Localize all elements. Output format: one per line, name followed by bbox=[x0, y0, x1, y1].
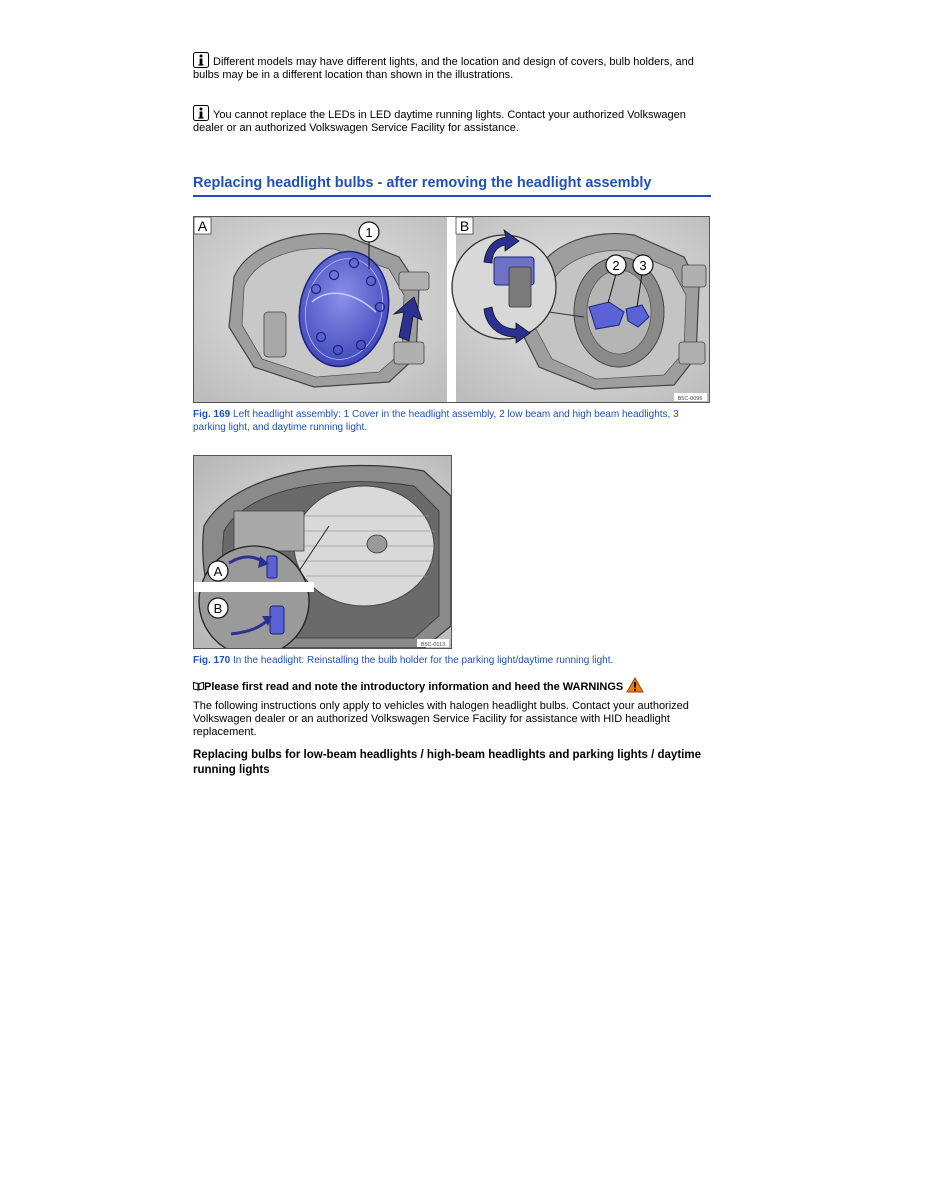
subheading: Replacing bulbs for low-beam headlights / high-beam headlights and parking lights / daytime running lights bbox=[193, 749, 701, 776]
panel-b-label: B bbox=[459, 218, 470, 234]
figure-169-caption-label: Fig. 169 bbox=[193, 409, 231, 420]
info-icon bbox=[193, 105, 209, 121]
warning-icon[interactable] bbox=[626, 677, 644, 693]
body-paragraph: The following instructions only apply to vehicles with halogen headlight bulbs. Contact your authorized Volkswagen dealer or an authorized Volkswagen Service Facility for assistance with HID headlight replacement. bbox=[193, 700, 689, 738]
info-icon bbox=[193, 52, 209, 68]
figure-169-caption bbox=[193, 409, 708, 434]
figure-169 bbox=[193, 216, 710, 403]
figure-170-caption-text: In the headlight: Reinstalling the bulb holder for the parking light/daytime running light. bbox=[233, 655, 614, 666]
step-a-label: A bbox=[213, 564, 223, 579]
book-icon bbox=[193, 681, 204, 691]
callout-1-label: 1 bbox=[365, 225, 373, 240]
figure-170-caption bbox=[193, 655, 708, 668]
figure-170-caption-label: Fig. 170 bbox=[193, 655, 231, 666]
figure-170 bbox=[193, 455, 452, 649]
section-title: Replacing headlight bulbs - after removing the headlight assembly bbox=[193, 175, 711, 197]
callout-3-label: 3 bbox=[639, 258, 647, 273]
figure-169-illustration bbox=[194, 217, 709, 402]
intro-text[interactable]: Please first read and note the introductory information and heed the WARNINGS bbox=[204, 681, 624, 693]
step-divider bbox=[194, 582, 314, 592]
figure-169-caption-text: Left headlight assembly: 1 Cover in the headlight assembly, 2 low beam and high beam headlights, 3 parking light, and daytime running light. bbox=[193, 409, 679, 433]
figure-code: B5C-0113 bbox=[420, 642, 446, 648]
intro-line bbox=[193, 677, 644, 693]
figure-code: B5C-0096 bbox=[677, 396, 703, 402]
connector bbox=[264, 312, 286, 357]
step-b-label: B bbox=[213, 601, 223, 616]
panel-a-label: A bbox=[197, 218, 208, 234]
detail-zoom-circle bbox=[452, 235, 556, 339]
panel-divider bbox=[447, 217, 456, 402]
bulb-holder-b bbox=[270, 606, 284, 634]
info-note-2 bbox=[193, 105, 713, 135]
bulb-holder-a bbox=[267, 556, 277, 578]
info-note-text: You cannot replace the LEDs in LED daytime running lights. Contact your authorized Volkswagen dealer or an authorized Volkswagen Service Facility for assistance. bbox=[193, 109, 686, 134]
figure-170-illustration bbox=[194, 456, 451, 648]
info-note-text: Different models may have different lights, and the location and design of covers, bulb holders, and bulbs may be in a different location than shown in the illustrations. bbox=[193, 56, 694, 81]
callout-2-label: 2 bbox=[612, 258, 620, 273]
info-note-1 bbox=[193, 52, 713, 82]
